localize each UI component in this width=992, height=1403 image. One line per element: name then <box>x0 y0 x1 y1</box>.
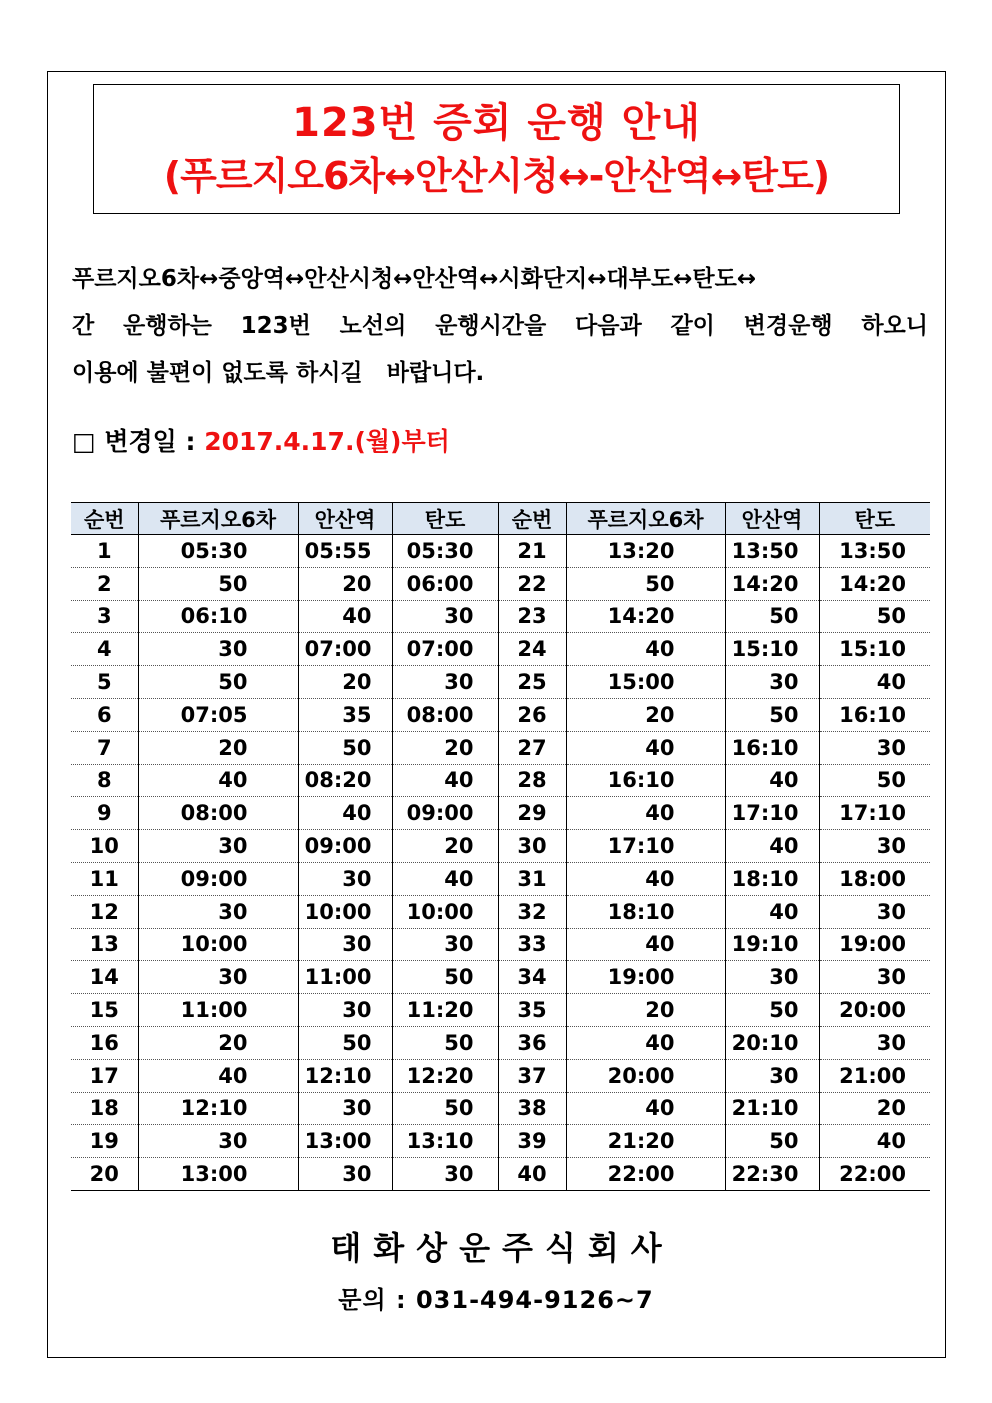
time-cell: 20 <box>566 698 725 731</box>
time-cell: 08:00 <box>392 698 498 731</box>
run-number-cell: 29 <box>498 797 566 830</box>
run-number-cell: 22 <box>498 567 566 600</box>
time-cell: 08:20 <box>298 764 392 797</box>
time-cell: 30 <box>725 1059 819 1092</box>
column-header: 푸르지오6차 <box>566 503 725 535</box>
time-cell: 13:20 <box>566 535 725 568</box>
time-cell: 05:55 <box>298 535 392 568</box>
time-cell: 40 <box>392 764 498 797</box>
time-cell: 40 <box>298 600 392 633</box>
time-cell: 40 <box>566 1092 725 1125</box>
time-cell: 17:10 <box>819 797 930 830</box>
time-cell: 16:10 <box>725 731 819 764</box>
time-cell: 40 <box>566 797 725 830</box>
table-row <box>71 830 930 863</box>
run-number-cell: 7 <box>71 731 138 764</box>
time-cell: 50 <box>566 567 725 600</box>
run-number-cell: 11 <box>71 862 138 895</box>
table-row <box>71 928 930 961</box>
time-cell: 19:10 <box>725 928 819 961</box>
run-number-cell: 24 <box>498 633 566 666</box>
time-cell: 20 <box>392 830 498 863</box>
time-cell: 40 <box>566 928 725 961</box>
time-cell: 20 <box>819 1092 930 1125</box>
time-cell: 35 <box>298 698 392 731</box>
run-number-cell: 34 <box>498 961 566 994</box>
time-cell: 30 <box>392 1158 498 1191</box>
run-number-cell: 28 <box>498 764 566 797</box>
time-cell: 09:00 <box>298 830 392 863</box>
time-cell: 30 <box>819 1026 930 1059</box>
time-cell: 40 <box>566 862 725 895</box>
time-cell: 16:10 <box>566 764 725 797</box>
run-number-cell: 20 <box>71 1158 138 1191</box>
run-number-cell: 14 <box>71 961 138 994</box>
column-header: 탄도 <box>819 503 930 535</box>
run-number-cell: 30 <box>498 830 566 863</box>
time-cell: 14:20 <box>725 567 819 600</box>
time-cell: 30 <box>138 961 298 994</box>
table-row <box>71 633 930 666</box>
intro-line-1: 푸르지오6차↔중앙역↔안산시청↔안산역↔시화단지↔대부도↔탄도↔ <box>72 266 757 292</box>
time-cell: 22:00 <box>566 1158 725 1191</box>
time-cell: 50 <box>298 731 392 764</box>
time-cell: 30 <box>298 1158 392 1191</box>
time-cell: 20 <box>298 666 392 699</box>
column-header: 순번 <box>498 503 566 535</box>
title-box <box>93 84 900 214</box>
table-row <box>71 698 930 731</box>
run-number-cell: 1 <box>71 535 138 568</box>
run-number-cell: 16 <box>71 1026 138 1059</box>
time-cell: 20 <box>298 567 392 600</box>
time-cell: 30 <box>392 928 498 961</box>
time-cell: 40 <box>566 1026 725 1059</box>
run-number-cell: 15 <box>71 994 138 1027</box>
time-cell: 40 <box>819 1125 930 1158</box>
time-cell: 05:30 <box>392 535 498 568</box>
time-cell: 06:10 <box>138 600 298 633</box>
intro-line-2: 간 운행하는 123번 노선의 운행시간을 다음과 같이 변경운행 하오니 <box>72 313 928 339</box>
table-row <box>71 994 930 1027</box>
time-cell: 07:00 <box>298 633 392 666</box>
run-number-cell: 8 <box>71 764 138 797</box>
time-cell: 13:10 <box>392 1125 498 1158</box>
time-cell: 12:20 <box>392 1059 498 1092</box>
time-cell: 21:00 <box>819 1059 930 1092</box>
table-row <box>71 764 930 797</box>
table-row <box>71 1059 930 1092</box>
time-cell: 21:20 <box>566 1125 725 1158</box>
time-cell: 40 <box>138 764 298 797</box>
route-title: (푸르지오6차↔안산시청↔-안산역↔탄도) <box>163 154 830 198</box>
time-cell: 40 <box>298 797 392 830</box>
time-cell: 30 <box>298 994 392 1027</box>
time-cell: 16:10 <box>819 698 930 731</box>
time-cell: 50 <box>138 666 298 699</box>
time-cell: 21:10 <box>725 1092 819 1125</box>
run-number-cell: 25 <box>498 666 566 699</box>
time-cell: 12:10 <box>138 1092 298 1125</box>
time-cell: 50 <box>725 1125 819 1158</box>
time-cell: 50 <box>392 1092 498 1125</box>
time-cell: 40 <box>566 731 725 764</box>
run-number-cell: 32 <box>498 895 566 928</box>
time-cell: 50 <box>819 600 930 633</box>
time-cell: 30 <box>138 830 298 863</box>
contact-phone: 문의 : 031-494-9126~7 <box>338 1286 654 1314</box>
time-cell: 19:00 <box>819 928 930 961</box>
time-cell: 30 <box>392 600 498 633</box>
time-cell: 30 <box>298 1092 392 1125</box>
run-number-cell: 19 <box>71 1125 138 1158</box>
run-number-cell: 9 <box>71 797 138 830</box>
table-row <box>71 1125 930 1158</box>
table-row <box>71 961 930 994</box>
time-cell: 11:00 <box>298 961 392 994</box>
time-cell: 05:30 <box>138 535 298 568</box>
run-number-cell: 13 <box>71 928 138 961</box>
time-cell: 30 <box>298 928 392 961</box>
column-header: 순번 <box>71 503 138 535</box>
run-number-cell: 33 <box>498 928 566 961</box>
change-date-value: 2017.4.17.(월)부터 <box>204 427 450 456</box>
time-cell: 30 <box>392 666 498 699</box>
column-header: 안산역 <box>725 503 819 535</box>
time-cell: 40 <box>138 1059 298 1092</box>
run-number-cell: 18 <box>71 1092 138 1125</box>
table-row <box>71 535 930 568</box>
time-cell: 30 <box>298 862 392 895</box>
table-row <box>71 1158 930 1191</box>
time-cell: 13:50 <box>725 535 819 568</box>
table-row <box>71 600 930 633</box>
table-row <box>71 895 930 928</box>
time-cell: 10:00 <box>138 928 298 961</box>
time-cell: 50 <box>819 764 930 797</box>
time-cell: 40 <box>566 633 725 666</box>
time-cell: 18:00 <box>819 862 930 895</box>
run-number-cell: 27 <box>498 731 566 764</box>
time-cell: 40 <box>725 764 819 797</box>
time-cell: 50 <box>725 698 819 731</box>
time-cell: 50 <box>138 567 298 600</box>
time-cell: 12:10 <box>298 1059 392 1092</box>
time-cell: 30 <box>819 895 930 928</box>
time-cell: 50 <box>725 600 819 633</box>
time-cell: 13:00 <box>138 1158 298 1191</box>
time-cell: 22:00 <box>819 1158 930 1191</box>
time-cell: 18:10 <box>725 862 819 895</box>
run-number-cell: 2 <box>71 567 138 600</box>
table-row <box>71 1092 930 1125</box>
time-cell: 09:00 <box>138 862 298 895</box>
run-number-cell: 37 <box>498 1059 566 1092</box>
run-number-cell: 3 <box>71 600 138 633</box>
run-number-cell: 39 <box>498 1125 566 1158</box>
run-number-cell: 35 <box>498 994 566 1027</box>
time-cell: 13:00 <box>298 1125 392 1158</box>
time-cell: 30 <box>138 895 298 928</box>
column-header: 안산역 <box>298 503 392 535</box>
schedule-body <box>71 535 930 1191</box>
run-number-cell: 36 <box>498 1026 566 1059</box>
run-number-cell: 6 <box>71 698 138 731</box>
run-number-cell: 23 <box>498 600 566 633</box>
run-number-cell: 31 <box>498 862 566 895</box>
schedule-table <box>71 502 930 1191</box>
notice-title: 123번 증회 운행 안내 <box>292 100 701 146</box>
run-number-cell: 40 <box>498 1158 566 1191</box>
run-number-cell: 26 <box>498 698 566 731</box>
time-cell: 11:20 <box>392 994 498 1027</box>
time-cell: 09:00 <box>392 797 498 830</box>
time-cell: 40 <box>392 862 498 895</box>
time-cell: 10:00 <box>392 895 498 928</box>
run-number-cell: 38 <box>498 1092 566 1125</box>
intro-line-3: 이용에 불편이 없도록 하시길 바랍니다. <box>72 360 485 386</box>
time-cell: 15:10 <box>819 633 930 666</box>
time-cell: 50 <box>392 1026 498 1059</box>
time-cell: 20 <box>566 994 725 1027</box>
time-cell: 20:00 <box>819 994 930 1027</box>
time-cell: 07:05 <box>138 698 298 731</box>
time-cell: 14:20 <box>566 600 725 633</box>
time-cell: 06:00 <box>392 567 498 600</box>
table-row <box>71 1026 930 1059</box>
time-cell: 20 <box>392 731 498 764</box>
time-cell: 30 <box>819 961 930 994</box>
company-name: 태화상운주식회사 <box>330 1229 674 1267</box>
time-cell: 20:00 <box>566 1059 725 1092</box>
table-row <box>71 567 930 600</box>
time-cell: 13:50 <box>819 535 930 568</box>
run-number-cell: 17 <box>71 1059 138 1092</box>
time-cell: 30 <box>138 633 298 666</box>
time-cell: 14:20 <box>819 567 930 600</box>
time-cell: 50 <box>298 1026 392 1059</box>
time-cell: 07:00 <box>392 633 498 666</box>
time-cell: 15:10 <box>725 633 819 666</box>
time-cell: 40 <box>725 830 819 863</box>
column-header: 푸르지오6차 <box>138 503 298 535</box>
change-date-label: □ 변경일 : <box>72 427 205 456</box>
table-row <box>71 862 930 895</box>
table-row <box>71 731 930 764</box>
run-number-cell: 5 <box>71 666 138 699</box>
time-cell: 17:10 <box>725 797 819 830</box>
intro-paragraph <box>72 256 928 397</box>
time-cell: 30 <box>725 666 819 699</box>
time-cell: 15:00 <box>566 666 725 699</box>
time-cell: 18:10 <box>566 895 725 928</box>
time-cell: 10:00 <box>298 895 392 928</box>
run-number-cell: 21 <box>498 535 566 568</box>
time-cell: 20 <box>138 1026 298 1059</box>
table-row <box>71 666 930 699</box>
time-cell: 40 <box>725 895 819 928</box>
column-header: 탄도 <box>392 503 498 535</box>
time-cell: 30 <box>138 1125 298 1158</box>
time-cell: 08:00 <box>138 797 298 830</box>
time-cell: 30 <box>819 830 930 863</box>
time-cell: 30 <box>725 961 819 994</box>
run-number-cell: 10 <box>71 830 138 863</box>
time-cell: 50 <box>725 994 819 1027</box>
schedule-header-row <box>71 503 930 535</box>
time-cell: 50 <box>392 961 498 994</box>
time-cell: 40 <box>819 666 930 699</box>
time-cell: 22:30 <box>725 1158 819 1191</box>
time-cell: 30 <box>819 731 930 764</box>
run-number-cell: 12 <box>71 895 138 928</box>
table-row <box>71 797 930 830</box>
time-cell: 11:00 <box>138 994 298 1027</box>
change-date <box>72 422 450 462</box>
time-cell: 17:10 <box>566 830 725 863</box>
run-number-cell: 4 <box>71 633 138 666</box>
time-cell: 20:10 <box>725 1026 819 1059</box>
time-cell: 20 <box>138 731 298 764</box>
time-cell: 19:00 <box>566 961 725 994</box>
